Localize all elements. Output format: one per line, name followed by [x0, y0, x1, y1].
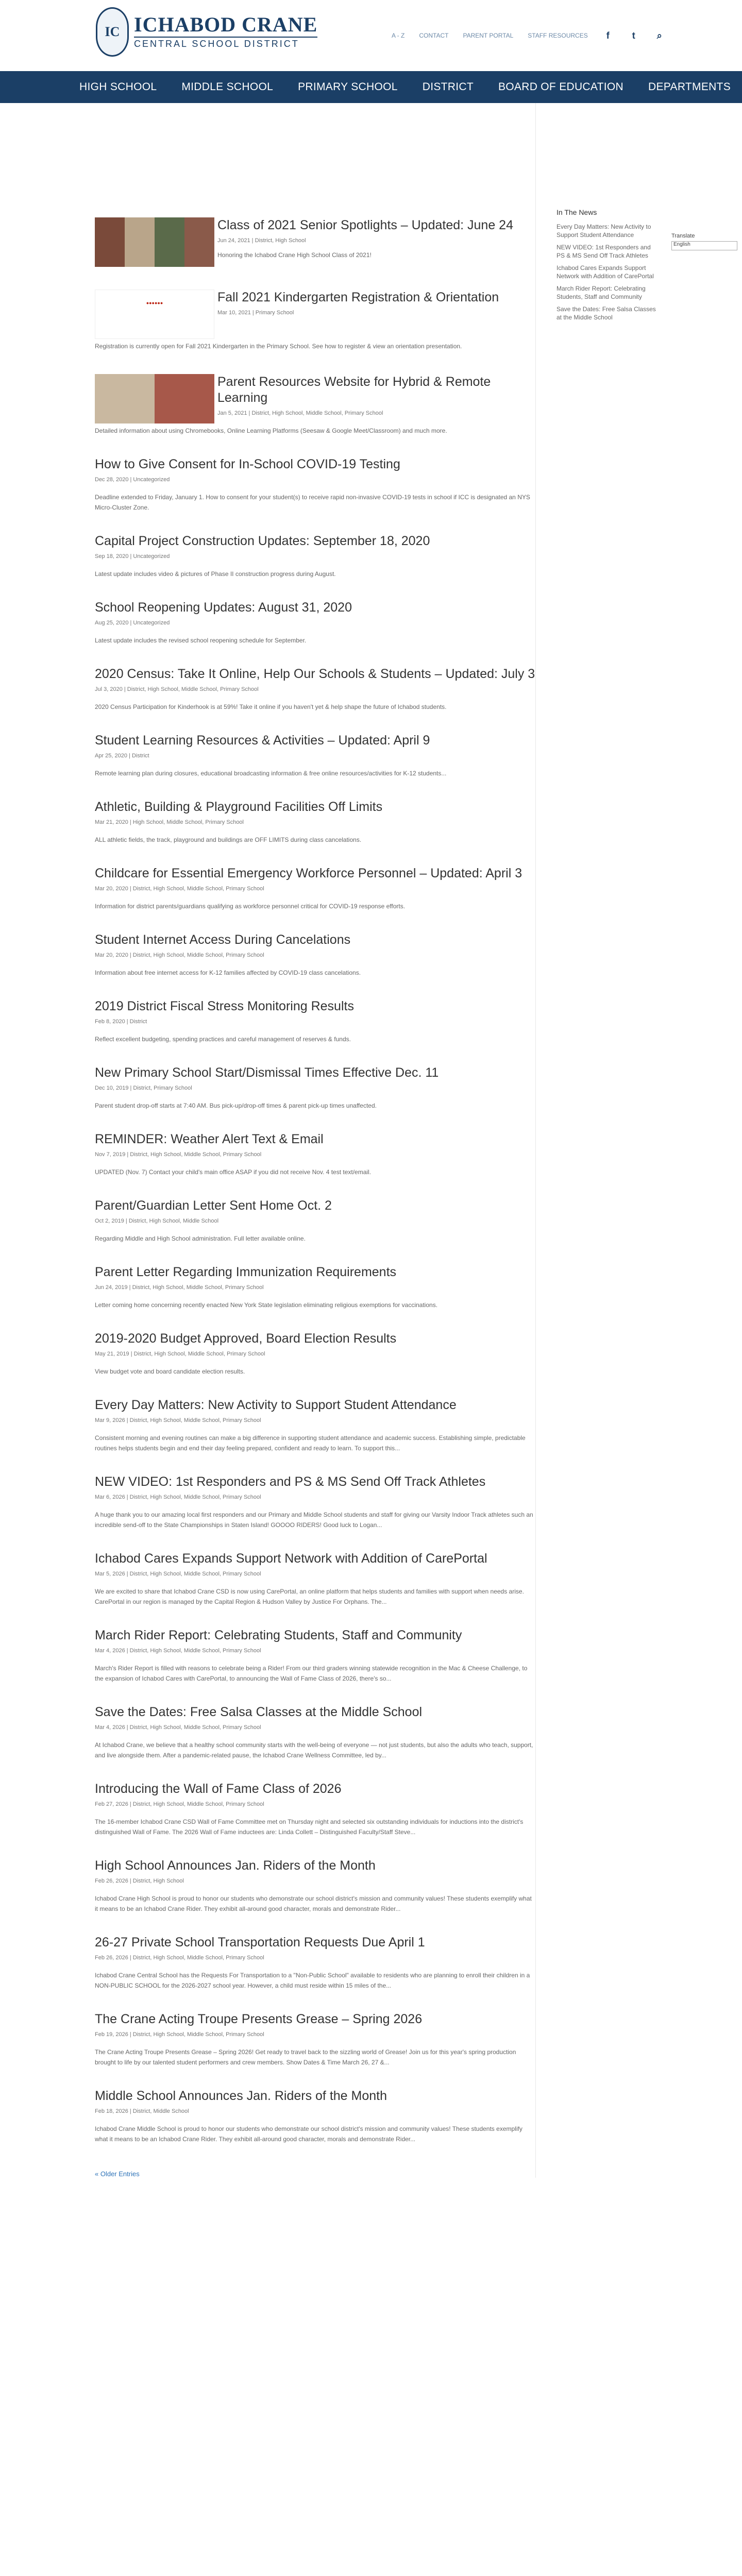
- post-excerpt: Regarding Middle and High School administration. Full letter available online.: [95, 1235, 306, 1242]
- post-title[interactable]: Save the Dates: Free Salsa Classes at the Middle School: [95, 1705, 423, 1719]
- post-excerpt: 2020 Census Participation for Kinderhook is at 59%! Take it online if you haven't yet & help shape the future of Ichabod students.: [95, 703, 447, 710]
- post-meta: Dec 10, 2019 | District, Primary School: [95, 1085, 192, 1091]
- sidebar-news-link[interactable]: Save the Dates: Free Salsa Classes at the Middle School: [556, 306, 656, 321]
- post-excerpt: Consistent morning and evening routines can make a big difference in supporting student attendance and academic success. Establishing simple, predictable routines helps students begin and end their day feeling prepared, confident and ready to learn. To support this...: [95, 1434, 526, 1452]
- post-meta: Mar 5, 2026 | District, High School, Middle School, Primary School: [95, 1571, 261, 1577]
- post-title[interactable]: Parent Resources Website for Hybrid & Remote Learning: [217, 375, 491, 405]
- post-title[interactable]: Capital Project Construction Updates: September 18, 2020: [95, 534, 430, 548]
- post-item: [95, 1551, 535, 1607]
- post-meta: Feb 8, 2020 | District: [95, 1019, 147, 1025]
- older-entries-link[interactable]: « Older Entries: [95, 2170, 140, 2178]
- post-item: [95, 290, 535, 351]
- post-excerpt: Honoring the Ichabod Crane High School Class of 2021!: [217, 251, 372, 259]
- post-item: [95, 1065, 535, 1111]
- logo-title: ICHABOD CRANE: [134, 13, 318, 36]
- post-title[interactable]: The Crane Acting Troupe Presents Grease – Spring 2026: [95, 2012, 423, 2026]
- nav-high-school[interactable]: HIGH SCHOOL: [79, 81, 157, 93]
- post-meta: Oct 2, 2019 | District, High School, Middle School: [95, 1218, 219, 1224]
- post-title[interactable]: How to Give Consent for In-School COVID-19 Testing: [95, 457, 400, 471]
- post-meta: Apr 25, 2020 | District: [95, 753, 149, 759]
- post-title[interactable]: March Rider Report: Celebrating Students, Staff and Community: [95, 1628, 462, 1642]
- search-icon[interactable]: ⌕: [656, 30, 662, 41]
- post-meta: Sep 18, 2020 | Uncategorized: [95, 553, 170, 560]
- facebook-icon[interactable]: f: [606, 30, 610, 41]
- post-item: [95, 1935, 535, 1991]
- post-item: [95, 456, 535, 513]
- parent-portal-link[interactable]: PARENT PORTAL: [463, 32, 514, 39]
- post-excerpt: Information about free internet access for K-12 families affected by COVID-19 class cancelations.: [95, 969, 361, 976]
- post-meta: Dec 28, 2020 | Uncategorized: [95, 477, 170, 483]
- post-item: [95, 2011, 535, 2067]
- post-excerpt: Latest update includes video & pictures of Phase II construction progress during August.: [95, 570, 336, 578]
- post-meta: Nov 7, 2019 | District, High School, Middle School, Primary School: [95, 1151, 262, 1158]
- post-item: [95, 799, 535, 845]
- post-title[interactable]: Student Learning Resources & Activities – Updated: April 9: [95, 733, 430, 748]
- post-meta: Feb 26, 2026 | District, High School, Middle School, Primary School: [95, 1955, 264, 1961]
- post-title[interactable]: High School Announces Jan. Riders of the Month: [95, 1858, 376, 1873]
- post-title[interactable]: REMINDER: Weather Alert Text & Email: [95, 1132, 324, 1146]
- sidebar-news-link[interactable]: March Rider Report: Celebrating Students, Staff and Community: [556, 285, 646, 300]
- translate-label: Translate: [671, 233, 695, 239]
- post-meta: Mar 10, 2021 | Primary School: [217, 310, 294, 316]
- district-logo[interactable]: [96, 7, 317, 57]
- district-seal-icon: IC: [96, 7, 129, 57]
- post-meta: Mar 4, 2026 | District, High School, Middle School, Primary School: [95, 1648, 261, 1654]
- post-item: [95, 733, 535, 778]
- post-excerpt: View budget vote and board candidate election results.: [95, 1368, 245, 1375]
- kindergarten-image[interactable]: ●●●●●●: [95, 290, 214, 339]
- contact-link[interactable]: CONTACT: [419, 32, 449, 39]
- sidebar-news-link[interactable]: Ichabod Cares Expands Support Network with Addition of CarePortal: [556, 264, 654, 280]
- post-excerpt: Reflect excellent budgeting, spending practices and careful management of reserves & funds.: [95, 1036, 351, 1043]
- post-excerpt: Registration is currently open for Fall 2021 Kindergarten in the Primary School. See how to register & view an orientation presentation.: [95, 343, 462, 350]
- utility-links: [392, 30, 665, 41]
- post-title[interactable]: Childcare for Essential Emergency Workforce Personnel – Updated: April 3: [95, 866, 522, 880]
- main-nav: [0, 71, 742, 103]
- post-item: [95, 374, 535, 436]
- sidebar: [536, 103, 742, 2178]
- post-item: [95, 666, 535, 712]
- post-excerpt: Ichabod Crane Central School has the Requests For Transportation to a "Non-Public School" available to residents who are planning to enroll their children in a NON-PUBLIC SCHOOL for the 2026-2027 school year. However, a child must reside within 15 miles of the...: [95, 1972, 530, 1989]
- post-title[interactable]: Athletic, Building & Playground Facilities Off Limits: [95, 800, 383, 814]
- post-excerpt: Ichabod Crane Middle School is proud to honor our students who demonstrate our school district's mission and community values! These students exemplify what it means to be an Ichabod Crane Rider. They exhibit all-around good character, morals and demonstrate Rider...: [95, 2125, 522, 2143]
- post-item: [95, 1131, 535, 1177]
- post-meta: Feb 19, 2026 | District, High School, Middle School, Primary School: [95, 2031, 264, 2038]
- logo-subtitle: CENTRAL SCHOOL DISTRICT: [134, 37, 317, 49]
- post-item: [95, 1331, 535, 1377]
- post-meta: Mar 20, 2020 | District, High School, Middle School, Primary School: [95, 952, 264, 958]
- post-list: [0, 103, 536, 2178]
- post-excerpt: Letter coming home concerning recently enacted New York State legislation eliminating religious exemptions for vaccinations.: [95, 1301, 438, 1309]
- post-item: [95, 1704, 535, 1760]
- post-item: [95, 1264, 535, 1310]
- post-meta: May 21, 2019 | District, High School, Middle School, Primary School: [95, 1351, 265, 1357]
- nav-district[interactable]: DISTRICT: [422, 81, 474, 93]
- post-meta: Feb 18, 2026 | District, Middle School: [95, 2108, 189, 2114]
- post-meta: Jul 3, 2020 | District, High School, Middle School, Primary School: [95, 686, 259, 692]
- post-meta: Mar 6, 2026 | District, High School, Middle School, Primary School: [95, 1494, 261, 1500]
- post-title[interactable]: 2019-2020 Budget Approved, Board Election Results: [95, 1331, 397, 1346]
- post-excerpt: The Crane Acting Troupe Presents Grease – Spring 2026! Get ready to travel back to the sizzling world of Grease! Join us for this year's spring production brought to life by our talented student performers and crew members. Show Dates & Time March 26, 27 &...: [95, 2048, 516, 2066]
- post-item: [95, 1628, 535, 1684]
- post-meta: Jun 24, 2021 | District, High School: [217, 238, 306, 244]
- post-meta: Mar 20, 2020 | District, High School, Middle School, Primary School: [95, 886, 264, 892]
- post-title[interactable]: 26-27 Private School Transportation Requests Due April 1: [95, 1935, 425, 1950]
- post-item: [95, 533, 535, 579]
- post-excerpt: We are excited to share that Ichabod Crane CSD is now using CarePortal, an online platform that helps students and families with support when needs arise. CarePortal in our region is managed by the Capital Region & Hudson Valley by Justice For Orphans. The...: [95, 1588, 524, 1605]
- post-title[interactable]: Introducing the Wall of Fame Class of 2026: [95, 1782, 342, 1796]
- sidebar-heading: In The News: [556, 208, 597, 216]
- post-excerpt: At Ichabod Crane, we believe that a healthy school community starts with the well-being of everyone — not just students, but also the adults who teach, support, and live alongside them. After a pandemic-related pause, the Ichabod Crane Wellness Committee, led by...: [95, 1741, 533, 1759]
- post-meta: Jun 24, 2019 | District, High School, Middle School, Primary School: [95, 1284, 264, 1291]
- post-excerpt: UPDATED (Nov. 7) Contact your child's main office ASAP if you did not receive Nov. 4 test text/email.: [95, 1168, 372, 1176]
- post-excerpt: ALL athletic fields, the track, playground and buildings are OFF LIMITS during class cancelations.: [95, 836, 362, 843]
- post-excerpt: Detailed information about using Chromebooks, Online Learning Platforms (Seesaw & Google Meet/Classroom) and much more.: [95, 427, 447, 434]
- language-select[interactable]: English: [671, 241, 737, 250]
- post-item: [95, 2088, 535, 2144]
- post-meta: Mar 4, 2026 | District, High School, Middle School, Primary School: [95, 1724, 261, 1731]
- post-meta: Mar 21, 2020 | High School, Middle School, Primary School: [95, 819, 244, 825]
- post-meta: Feb 26, 2026 | District, High School: [95, 1878, 184, 1884]
- nav-board-of-education[interactable]: BOARD OF EDUCATION: [498, 81, 624, 93]
- post-title[interactable]: 2020 Census: Take It Online, Help Our Schools & Students – Updated: July 3: [95, 667, 535, 681]
- post-title[interactable]: Student Internet Access During Cancelations: [95, 933, 351, 947]
- post-title[interactable]: Parent Letter Regarding Immunization Requirements: [95, 1265, 397, 1279]
- post-title[interactable]: NEW VIDEO: 1st Responders and PS & MS Send Off Track Athletes: [95, 1475, 486, 1489]
- post-item: [95, 1474, 535, 1530]
- post-meta: Jan 5, 2021 | District, High School, Middle School, Primary School: [217, 410, 383, 416]
- twitter-icon[interactable]: t: [632, 30, 635, 41]
- post-excerpt: Ichabod Crane High School is proud to honor our students who demonstrate our school district's mission and community values! These students exemplify what it means to be an Ichabod Crane Rider. They exhibit all-around good character, morals and demonstrate Rider...: [95, 1895, 532, 1912]
- post-item: [95, 1397, 535, 1453]
- post-title[interactable]: Class of 2021 Senior Spotlights – Updated: June 24: [217, 218, 513, 232]
- post-excerpt: The 16-member Ichabod Crane CSD Wall of Fame Committee met on Thursday night and selected six outstanding individuals for inductions into the district's distinguished Wall of Fame. The 2026 Wall of Fame inductees are: Linda Collett – Distinguished Faculty/Staff Steve...: [95, 1818, 524, 1836]
- post-item: [95, 600, 535, 646]
- post-excerpt: Parent student drop-off starts at 7:40 AM. Bus pick-up/drop-off times & parent pick-up times unaffected.: [95, 1102, 377, 1109]
- nav-primary-school[interactable]: PRIMARY SCHOOL: [298, 81, 398, 93]
- senior-spotlight-image[interactable]: [95, 217, 214, 267]
- post-title[interactable]: Parent/Guardian Letter Sent Home Oct. 2: [95, 1198, 332, 1213]
- post-title[interactable]: Ichabod Cares Expands Support Network with Addition of CarePortal: [95, 1551, 487, 1566]
- post-item: [95, 1781, 535, 1837]
- sidebar-news-link[interactable]: NEW VIDEO: 1st Responders and PS & MS Send Off Track Athletes: [556, 244, 651, 259]
- post-excerpt: Information for district parents/guardians qualifying as workforce personnel critical for COVID-19 response efforts.: [95, 903, 406, 910]
- post-excerpt: Remote learning plan during closures, educational broadcasting information & free online resources/activities for K-12 students...: [95, 770, 447, 777]
- staff-resources-link[interactable]: STAFF RESOURCES: [528, 32, 588, 39]
- parent-resources-image[interactable]: [95, 374, 214, 423]
- post-title[interactable]: Middle School Announces Jan. Riders of the Month: [95, 2089, 387, 2103]
- translate-widget: [671, 233, 737, 250]
- a-z-link[interactable]: A - Z: [392, 32, 405, 39]
- post-item: [95, 866, 535, 911]
- post-title[interactable]: School Reopening Updates: August 31, 2020: [95, 600, 352, 615]
- post-meta: Mar 9, 2026 | District, High School, Middle School, Primary School: [95, 1417, 261, 1423]
- post-title[interactable]: Every Day Matters: New Activity to Support Student Attendance: [95, 1398, 457, 1412]
- post-excerpt: Deadline extended to Friday, January 1. How to consent for your student(s) to receive rapid non-invasive COVID-19 tests in school if ICC is designated an NYS Micro-Cluster Zone.: [95, 494, 530, 511]
- nav-middle-school[interactable]: MIDDLE SCHOOL: [181, 81, 274, 93]
- post-item: [95, 1198, 535, 1244]
- post-item: [95, 932, 535, 978]
- post-item: [95, 998, 535, 1044]
- post-excerpt: Latest update includes the revised school reopening schedule for September.: [95, 637, 307, 644]
- post-item: [95, 1858, 535, 1914]
- post-excerpt: A huge thank you to our amazing local first responders and our Primary and Middle School students and staff for giving our Varsity Indoor Track athletes such an incredible send-off to the State Championships in Staten Island! GOOOO RIDERS! Good luck to Logan...: [95, 1511, 533, 1529]
- sidebar-news-link[interactable]: Every Day Matters: New Activity to Support Student Attendance: [556, 223, 651, 239]
- nav-departments[interactable]: DEPARTMENTS: [648, 81, 731, 93]
- post-meta: Feb 27, 2026 | District, High School, Middle School, Primary School: [95, 1801, 264, 1807]
- post-excerpt: March's Rider Report is filled with reasons to celebrate being a Rider! From our third graders winning statewide recognition in the Mac & Cheese Challenge, to the expansion of Ichabod Cares with CarePortal, to announcing the Wall of Fame Class of 2026, there's so...: [95, 1665, 528, 1682]
- post-meta: Aug 25, 2020 | Uncategorized: [95, 620, 170, 626]
- post-title[interactable]: 2019 District Fiscal Stress Monitoring Results: [95, 999, 354, 1013]
- post-title[interactable]: Fall 2021 Kindergarten Registration & Orientation: [217, 290, 499, 304]
- post-item: [95, 217, 535, 267]
- site-header: [0, 0, 742, 71]
- post-title[interactable]: New Primary School Start/Dismissal Times Effective Dec. 11: [95, 1065, 439, 1080]
